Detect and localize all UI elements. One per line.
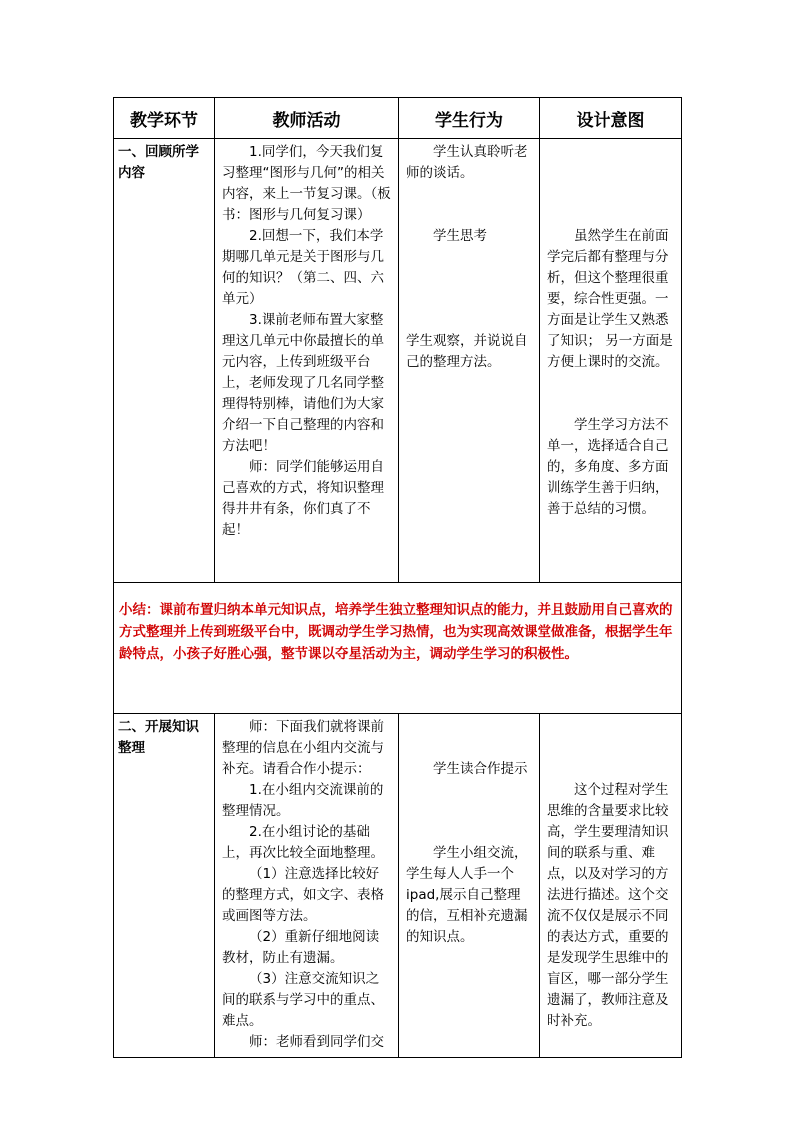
design-intent: 虽然学生在前面学完后都有整理与分析，但这个整理很重要，综合性更强。一方面是让学生又熟悉了知识； 另一方面是方便上课时的交流。 xyxy=(547,228,673,370)
header-teacher-activity: 教师活动 xyxy=(215,98,399,139)
section-row-organize xyxy=(114,714,682,1058)
teacher-step: 师：下面我们就将课前整理的信息在小组内交流与补充。请看合作小提示： xyxy=(222,719,384,777)
stage-label: 一、回顾所学内容 xyxy=(118,144,199,181)
teacher-step: 师：老师看到同学们交 xyxy=(249,1034,384,1050)
stage-cell xyxy=(114,139,215,583)
header-stage: 教学环节 xyxy=(114,98,215,139)
section-row-review xyxy=(114,139,682,583)
student-behavior: 学生思考 xyxy=(433,228,487,244)
teacher-step: 3.课前老师布置大家整理这几单元中你最擅长的单元内容，上传到班级平台上，老师发现了几名同学整理得特别棒，请他们为大家介绍一下自己整理的内容和方法吧！ xyxy=(222,312,384,454)
teacher-step: 2.回想一下，我们本学期哪几单元是关于图形与几何的知识？（第二、四、六单元） xyxy=(222,228,384,307)
student-behavior: 学生观察，并说说自己的整理方法。 xyxy=(406,333,528,370)
student-behavior: 学生认真聆听老师的谈话。 xyxy=(406,144,528,181)
teacher-activity-cell xyxy=(215,139,399,583)
header-row xyxy=(114,98,682,139)
design-intent-cell xyxy=(540,139,682,583)
teacher-step: 1.同学们，今天我们复习整理“图形与几何”的相关内容，来上一节复习课。（板书：图形与几何复习课） xyxy=(222,144,391,223)
student-behavior: 学生读合作提示 xyxy=(433,761,528,777)
lesson-plan-table xyxy=(113,97,682,1058)
summary-row xyxy=(114,583,682,714)
teacher-step: （1）注意选择比较好的整理方式，如文字、表格或画图等方法。 xyxy=(222,866,384,924)
teacher-activity-cell xyxy=(215,714,399,1058)
header-design-intent: 设计意图 xyxy=(540,98,682,139)
student-behavior-cell xyxy=(399,139,540,583)
teacher-step: （3）注意交流知识之间的联系与学习中的重点、难点。 xyxy=(222,971,384,1029)
stage-cell xyxy=(114,714,215,1058)
design-intent: 这个过程对学生思维的含量要求比较高，学生要理清知识间的联系与重、难点，以及对学习的方法进行描述。这个交流不仅仅是展示不同的表达方式，重要的是发现学生思维中的盲区，哪一部分学生遗漏了，教师注意及时补充。 xyxy=(547,782,669,1029)
teacher-step: 1.在小组内交流课前的整理情况。 xyxy=(222,782,384,819)
summary-text: 小结：课前布置归纳本单元知识点，培养学生独立整理知识点的能力，并且鼓励用自己喜欢的方式整理并上传到班级平台中，既调动学生学习热情，也为实现高效课堂做准备，根据学生年龄特点，小孩子好胜心强，整节课以夺星活动为主，调动学生学习的积极性。 xyxy=(114,583,682,714)
student-behavior-cell xyxy=(399,714,540,1058)
student-behavior: 学生小组交流，学生每人人手一个ipad,展示自己整理的信，互相补充遗漏的知识点。 xyxy=(406,845,528,945)
teacher-step: （2）重新仔细地阅读教材，防止有遗漏。 xyxy=(222,929,380,966)
stage-label: 二、开展知识整理 xyxy=(118,719,199,756)
header-student-behavior: 学生行为 xyxy=(399,98,540,139)
design-intent-cell xyxy=(540,714,682,1058)
teacher-step: 2.在小组讨论的基础上，再次比较全面地整理。 xyxy=(222,824,384,861)
teacher-step: 师：同学们能够运用自己喜欢的方式，将知识整理得井井有条，你们真了不起！ xyxy=(222,459,384,538)
design-intent: 学生学习方法不单一，选择适合自己的，多角度、多方面训练学生善于归纳，善于总结的习惯。 xyxy=(547,417,669,517)
